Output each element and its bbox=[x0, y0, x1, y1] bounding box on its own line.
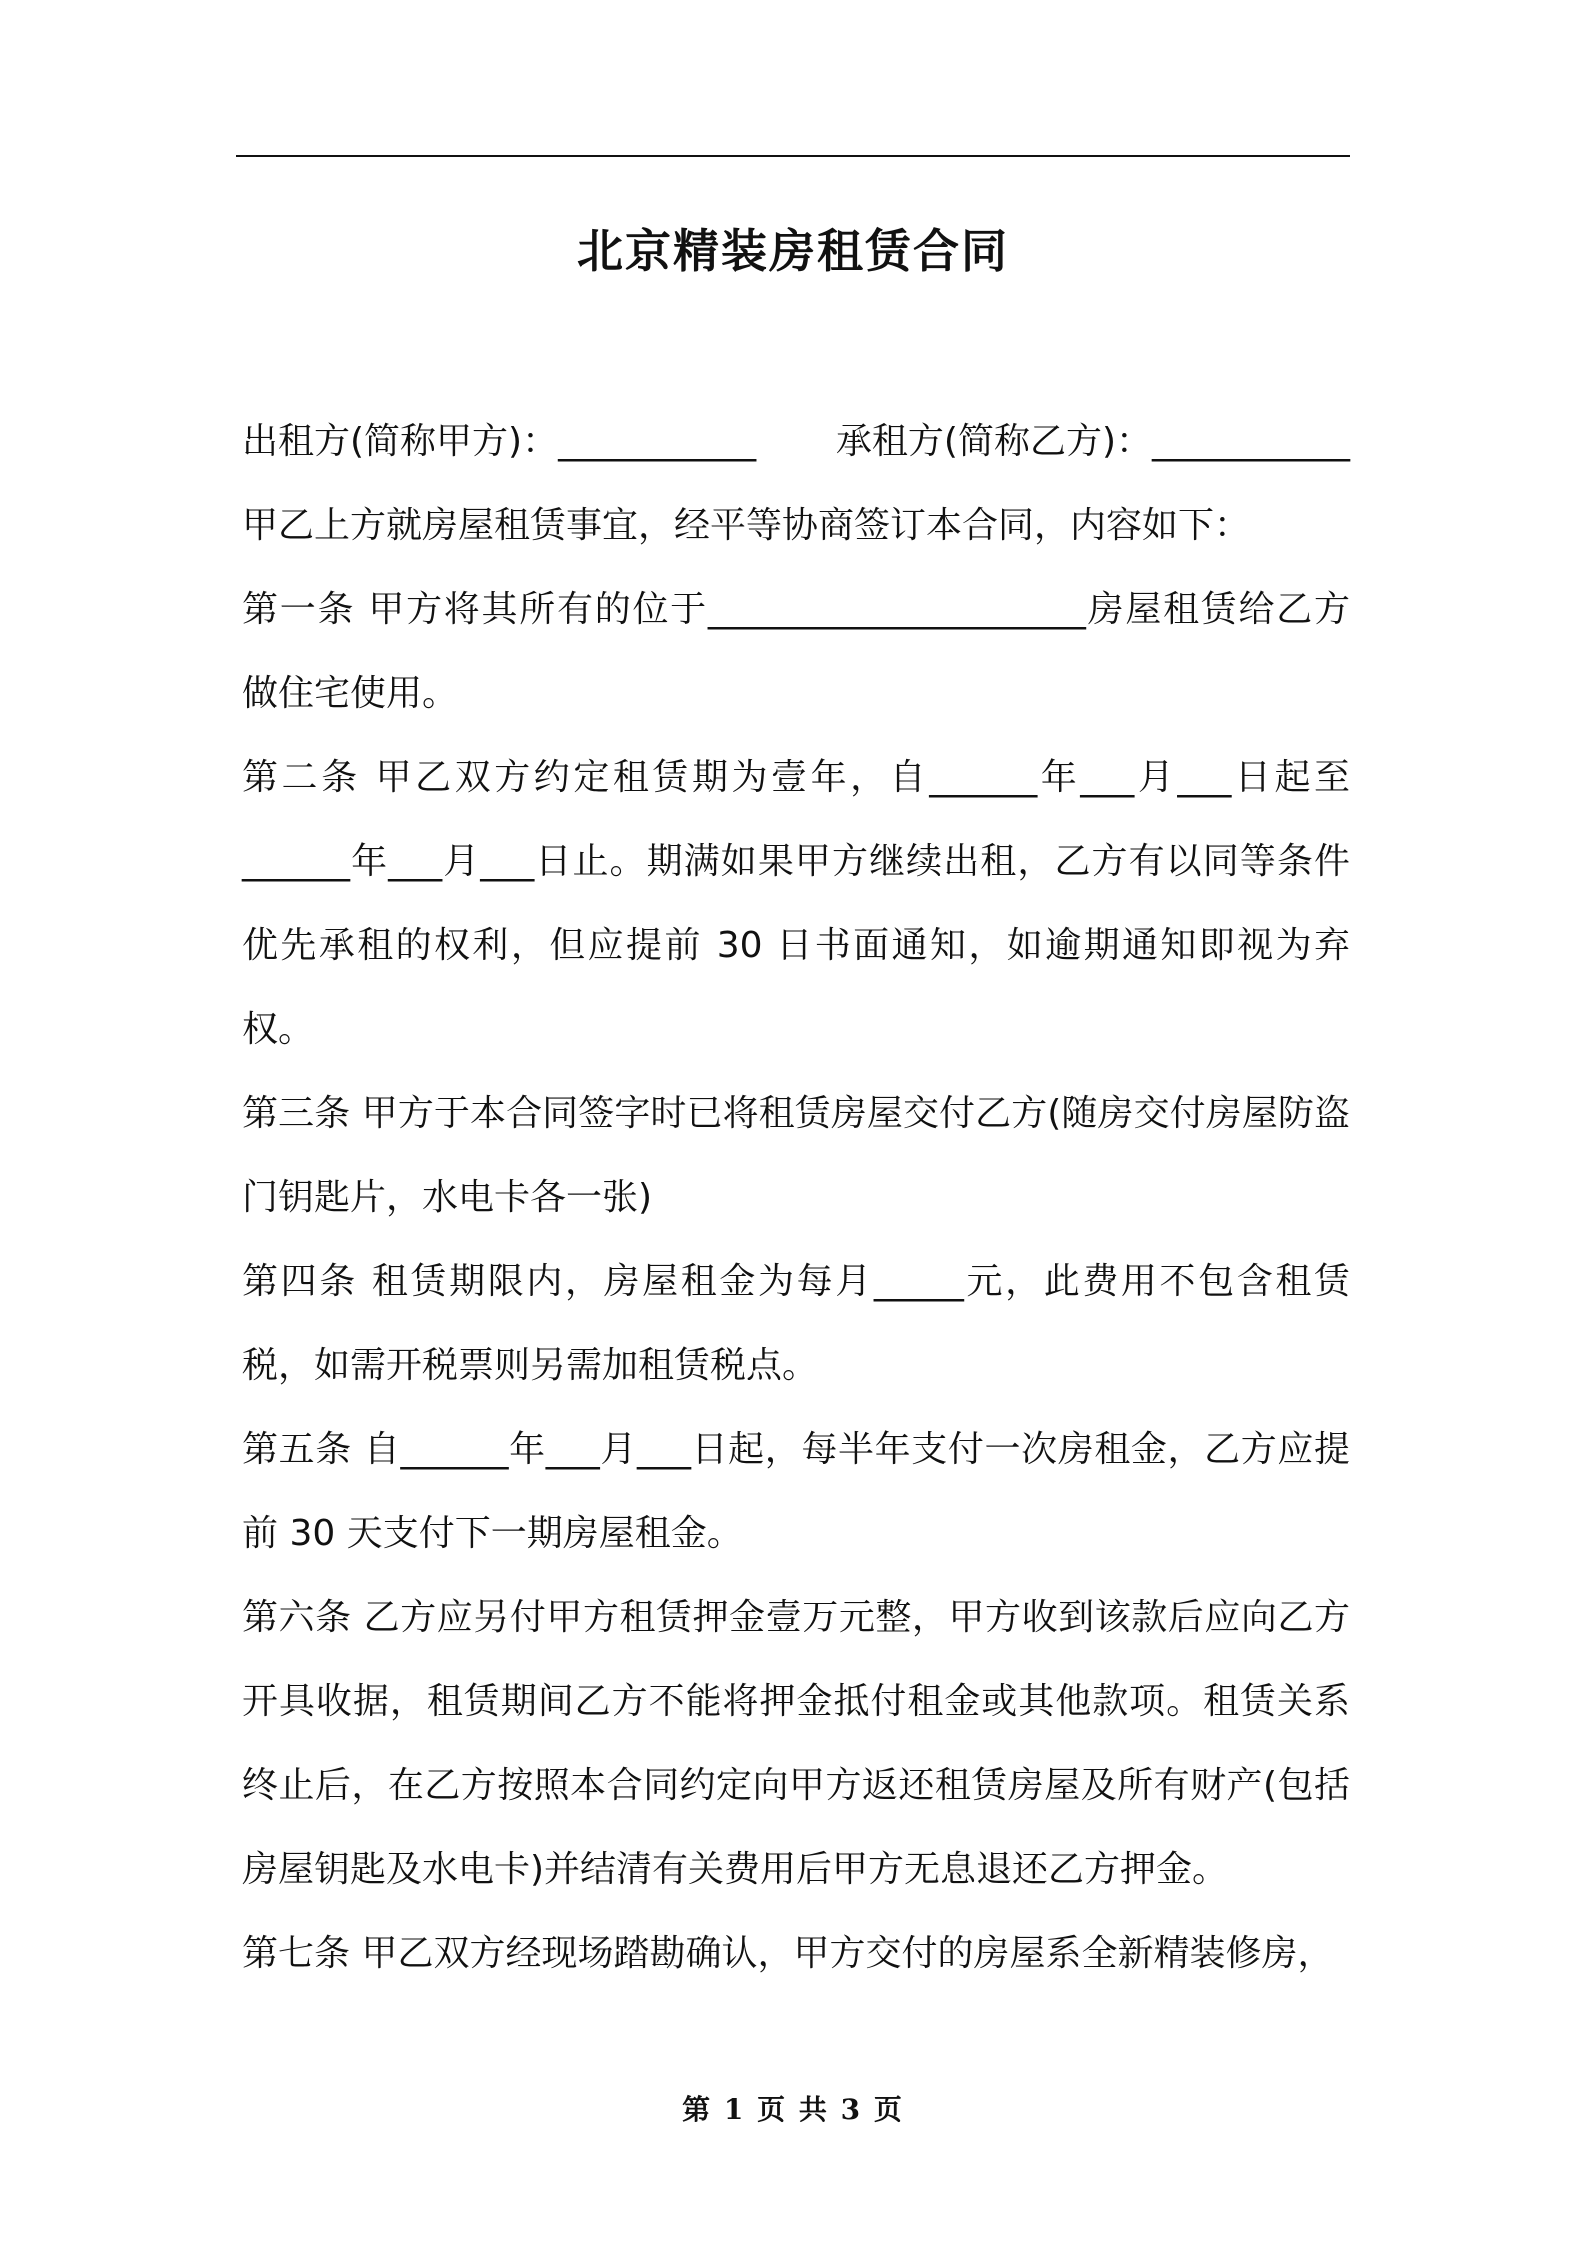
parties-line bbox=[242, 400, 1350, 484]
article-7: 第七条 甲乙双方经现场踏勘确认，甲方交付的房屋系全新精装修房， bbox=[242, 1933, 1334, 1974]
article-3: 第三条 甲方于本合同签字时已将租赁房屋交付乙方(随房交付房屋防盗门钥匙片，水电卡各一张) bbox=[242, 1093, 1350, 1218]
document-title: 北京精装房租赁合同 bbox=[577, 224, 1009, 278]
lessor-field: 出租方(简称甲方)：___________ bbox=[242, 421, 757, 462]
header-rule bbox=[236, 155, 1350, 157]
article-1: 第一条 甲方将其所有的位于_____________________房屋租赁给乙方做住宅使用。 bbox=[242, 589, 1350, 714]
page-number-footer: 第 1 页 共 3 页 bbox=[682, 2093, 904, 2126]
article-2: 第二条 甲乙双方约定租赁期为壹年，自______年___月___日起至______年___月___日止。期满如果甲方继续出租，乙方有以同等条件优先承租的权利，但应提前 30 日书面通知，如逾期通知即视为弃权。 bbox=[242, 757, 1350, 1050]
article-5: 第五条 自______年___月___日起，每半年支付一次房租金，乙方应提前 30 天支付下一期房屋租金。 bbox=[242, 1429, 1350, 1554]
article-6: 第六条 乙方应另付甲方租赁押金壹万元整，甲方收到该款后应向乙方开具收据，租赁期间乙方不能将押金抵付租金或其他款项。租赁关系终止后，在乙方按照本合同约定向甲方返还租赁房屋及所有财产(包括房屋钥匙及水电卡)并结清有关费用后甲方无息退还乙方押金。 bbox=[242, 1597, 1350, 1890]
lessee-field: 承租方(简称乙方)：___________ bbox=[835, 421, 1350, 462]
article-4: 第四条 租赁期限内，房屋租金为每月_____元，此费用不包含租赁税，如需开税票则另需加租赁税点。 bbox=[242, 1261, 1350, 1386]
document-body bbox=[242, 400, 1350, 1996]
intro-paragraph: 甲乙上方就房屋租赁事宜，经平等协商签订本合同，内容如下： bbox=[242, 505, 1251, 546]
